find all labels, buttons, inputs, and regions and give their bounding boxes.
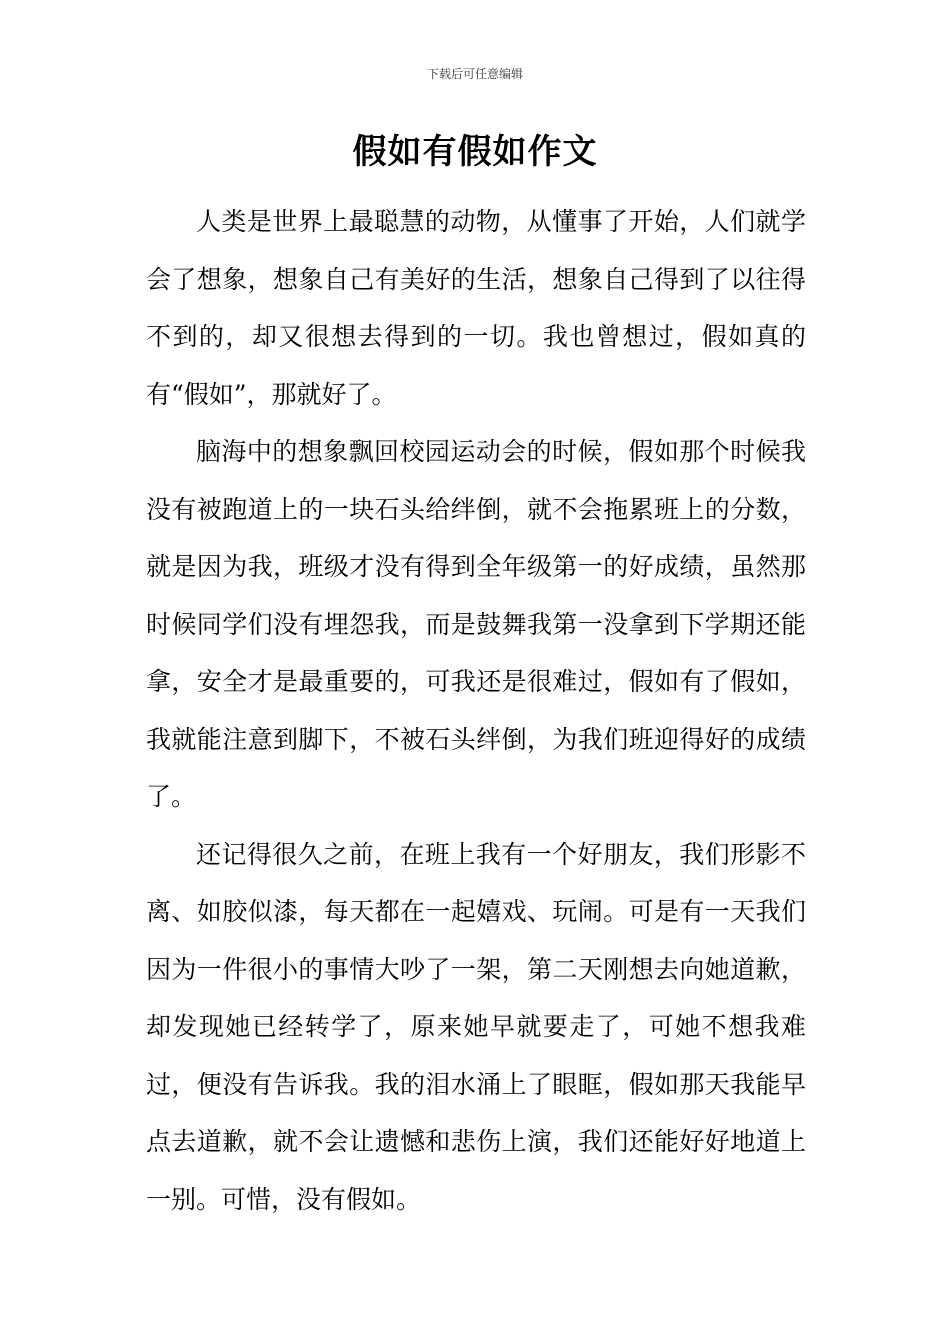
header-note: 下载后可任意编辑 bbox=[426, 67, 523, 81]
paragraph: 脑海中的想象飘回校园运动会的时候，假如那个时候我没有被跑道上的一块石头给绊倒，就不会拖累班上的分数，就是因为我，班级才没有得到全年级第一的好成绩，虽然那时候同学们没有埋怨我，而是鼓舞我第一没拿到下学期还能拿，安全才是最重要的，可我还是很难过，假如有了假如，我就能注意到脚下，不被石头绊倒，为我们班迎得好的成绩了。 bbox=[146, 437, 806, 811]
document-title: 假如有假如作文 bbox=[352, 132, 598, 172]
document-body bbox=[146, 193, 806, 1228]
paragraph: 还记得很久之前，在班上我有一个好朋友，我们形影不离、如胶似漆，每天都在一起嬉戏、玩闹。可是有一天我们因为一件很小的事情大吵了一架，第二天刚想去向她道歉，却发现她已经转学了，原来她早就要走了，可她不想我难过，便没有告诉我。我的泪水涌上了眼眶，假如那天我能早点去道歉，就不会让遗憾和悲伤上演，我们还能好好地道上一别。可惜，没有假如。 bbox=[146, 839, 806, 1214]
paragraph: 人类是世界上最聪慧的动物，从懂事了开始，人们就学会了想象，想象自己有美好的生活，想象自己得到了以往得不到的，却又很想去得到的一切。我也曾想过，假如真的有“假如”，那就好了。 bbox=[146, 207, 806, 409]
